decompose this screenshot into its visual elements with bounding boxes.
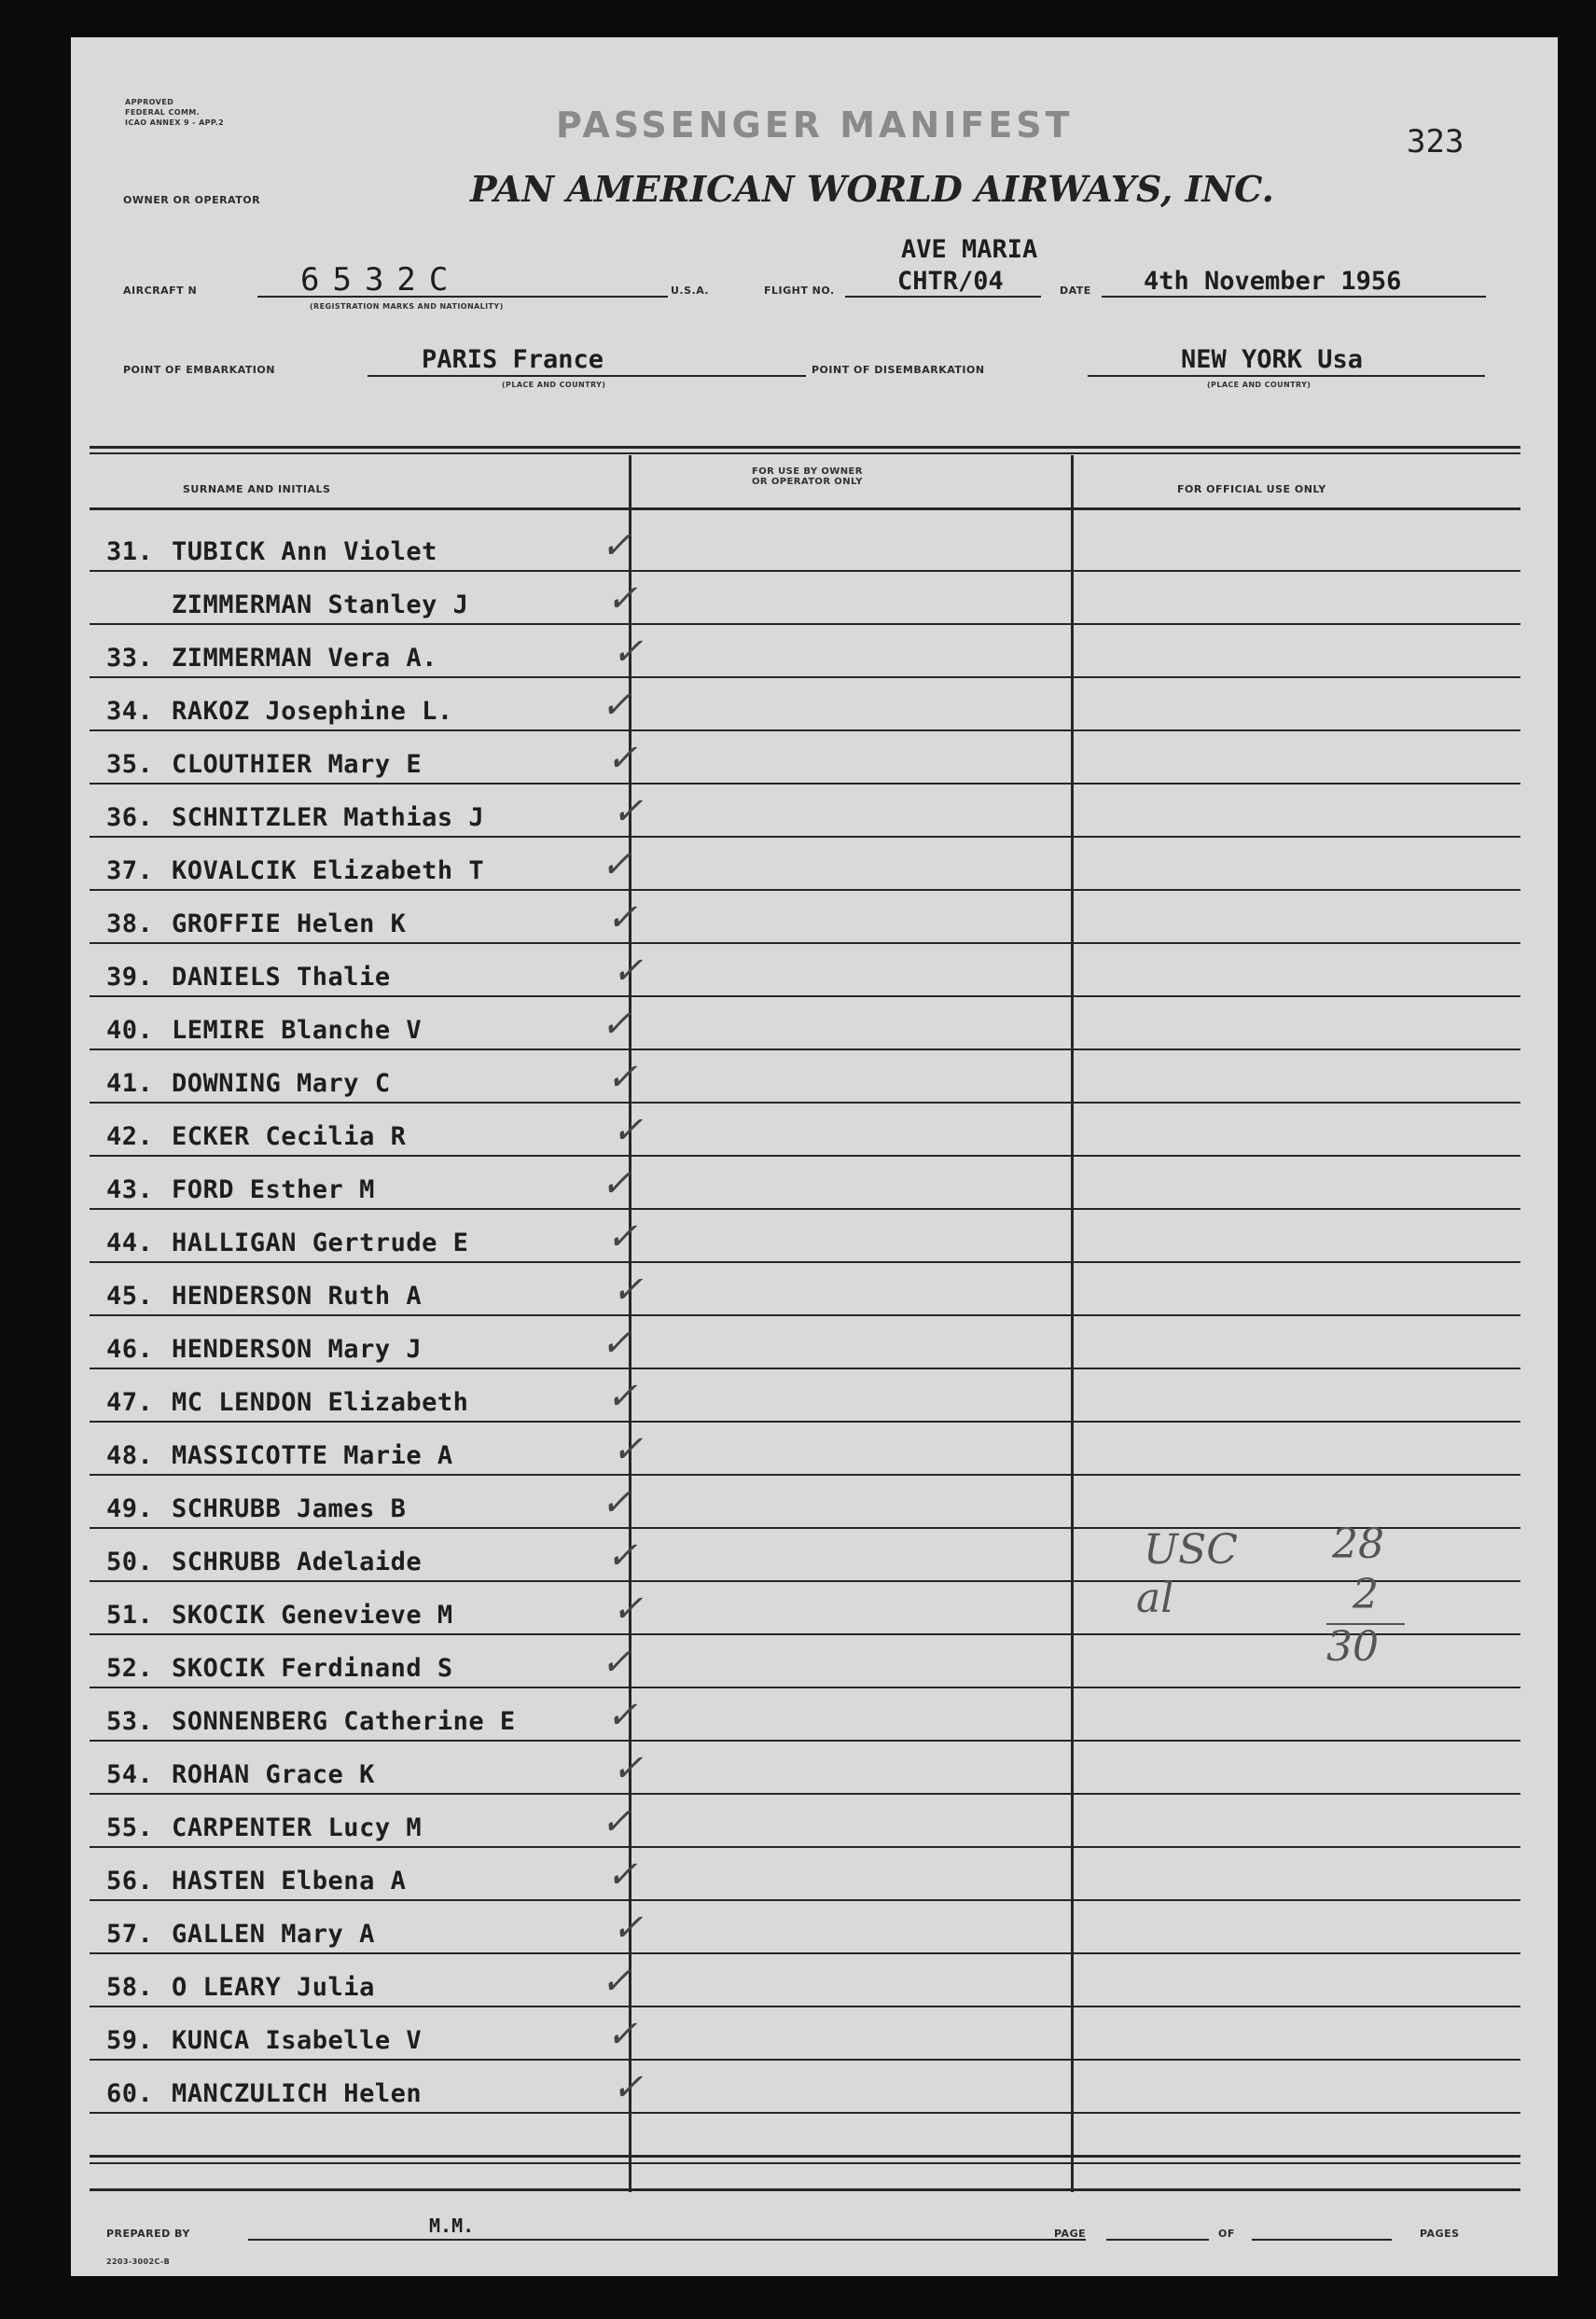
passenger-number: 49.	[106, 1494, 154, 1523]
check-mark-icon: ✓	[606, 1694, 638, 1737]
check-mark-icon: ✓	[606, 1056, 638, 1099]
column-header-owner-line: OR OPERATOR ONLY	[752, 477, 863, 487]
list-item	[90, 1797, 1520, 1850]
passenger-number: 33.	[106, 644, 154, 673]
passenger-name: GROFFIE Helen K	[172, 910, 407, 938]
passenger-name: MASSICOTTE Marie A	[172, 1441, 453, 1470]
passenger-name: DANIELS Thalie	[172, 963, 391, 992]
flight-label: FLIGHT NO.	[764, 285, 835, 297]
passenger-entry	[106, 1122, 406, 1151]
passenger-entry	[106, 1973, 375, 2002]
list-item	[90, 1212, 1520, 1265]
list-item	[90, 1690, 1520, 1743]
official-note-value: 28	[1332, 1521, 1384, 1568]
passenger-entry	[106, 1494, 406, 1523]
date-label: DATE	[1060, 285, 1091, 297]
flight-note: AVE MARIA	[901, 235, 1038, 264]
passenger-number: 48.	[106, 1441, 154, 1470]
check-mark-icon: ✓	[612, 631, 644, 673]
column-header-owner	[752, 466, 863, 487]
passenger-entry	[106, 1335, 422, 1364]
table-bottom-rule	[90, 2155, 1520, 2158]
check-mark-icon: ✓	[601, 1481, 632, 1524]
check-mark-icon: ✓	[612, 950, 644, 993]
passenger-entry	[106, 1282, 422, 1311]
table-top-rule	[90, 446, 1520, 449]
row-rule	[90, 2059, 1520, 2061]
passenger-number: 55.	[106, 1813, 154, 1842]
row-rule	[90, 836, 1520, 838]
passenger-number: 59.	[106, 2026, 154, 2055]
page-title: PASSENGER MANIFEST	[556, 104, 1074, 146]
passenger-entry	[106, 1069, 391, 1098]
passenger-entry	[106, 1920, 375, 1949]
row-rule	[90, 1314, 1520, 1316]
row-rule	[90, 2006, 1520, 2007]
passenger-entry	[106, 1867, 406, 1895]
check-mark-icon: ✓	[612, 1109, 644, 1152]
row-rule	[90, 1740, 1520, 1742]
list-item	[90, 1478, 1520, 1531]
passenger-name: GALLEN Mary A	[172, 1920, 375, 1949]
passenger-number: 60.	[106, 2079, 154, 2108]
official-note-label: USC	[1144, 1526, 1238, 1574]
passenger-number: 37.	[106, 856, 154, 885]
list-item	[90, 2062, 1520, 2116]
list-item	[90, 1159, 1520, 1212]
list-item	[90, 1743, 1520, 1797]
aircraft-label: AIRCRAFT N	[123, 285, 198, 297]
table-bottom-rule	[90, 2188, 1520, 2191]
passenger-name: SCHRUBB Adelaide	[172, 1548, 423, 1576]
passenger-entry	[106, 1760, 375, 1789]
disembarkation-underline	[1088, 375, 1485, 377]
passenger-name: LEMIRE Blanche V	[172, 1016, 423, 1045]
row-rule	[90, 1102, 1520, 1104]
embarkation-label: POINT OF EMBARKATION	[123, 364, 275, 376]
row-rule	[90, 995, 1520, 997]
passenger-number: 44.	[106, 1229, 154, 1257]
passenger-name: KUNCA Isabelle V	[172, 2026, 423, 2055]
row-rule	[90, 1899, 1520, 1901]
owner-value: PAN AMERICAN WORLD AIRWAYS, INC.	[470, 168, 1274, 210]
passenger-number: 42.	[106, 1122, 154, 1151]
passenger-entry	[106, 1016, 422, 1045]
row-rule	[90, 1155, 1520, 1157]
passenger-name: CLOUTHIER Mary E	[172, 750, 423, 779]
check-mark-icon: ✓	[612, 790, 644, 833]
page-underline	[1106, 2239, 1209, 2241]
check-mark-icon: ✓	[606, 896, 638, 939]
passenger-number: 56.	[106, 1867, 154, 1895]
passenger-number: 36.	[106, 803, 154, 832]
date-underline	[1102, 296, 1486, 298]
passenger-name: ZIMMERMAN Vera A.	[172, 644, 437, 673]
prepared-value: M.M.	[429, 2215, 475, 2237]
list-item	[90, 2009, 1520, 2062]
approval-line: ICAO ANNEX 9 - APP.2	[125, 118, 225, 127]
row-rule	[90, 1208, 1520, 1210]
check-mark-icon: ✓	[601, 684, 632, 727]
check-mark-icon: ✓	[612, 1747, 644, 1790]
list-item	[90, 1052, 1520, 1105]
approval-line: APPROVED	[125, 98, 174, 106]
passenger-number: 50.	[106, 1548, 154, 1576]
country-label: U.S.A.	[671, 285, 710, 297]
of-underline	[1252, 2239, 1392, 2241]
pages-label: PAGES	[1420, 2228, 1460, 2240]
passenger-name: KOVALCIK Elizabeth T	[172, 856, 485, 885]
passenger-name: HENDERSON Mary J	[172, 1335, 423, 1364]
passenger-entry	[106, 2079, 422, 2108]
list-item	[90, 574, 1520, 627]
list-item	[90, 1531, 1520, 1584]
flight-underline	[845, 296, 1041, 298]
row-rule	[90, 783, 1520, 785]
official-note-value: 2	[1353, 1571, 1379, 1618]
passenger-entry	[106, 1175, 375, 1204]
row-rule	[90, 1687, 1520, 1688]
passenger-number: 57.	[106, 1920, 154, 1949]
owner-label: OWNER OR OPERATOR	[123, 194, 261, 206]
passenger-name: RAKOZ Josephine L.	[172, 697, 453, 726]
passenger-name: TUBICK Ann Violet	[172, 537, 437, 566]
passenger-entry	[106, 697, 453, 726]
passenger-entry	[106, 1813, 422, 1842]
check-mark-icon: ✓	[601, 1162, 632, 1205]
passenger-entry	[106, 590, 468, 619]
row-rule	[90, 2112, 1520, 2114]
approval-line: FEDERAL COMM.	[125, 108, 201, 117]
list-item	[90, 1903, 1520, 1956]
passenger-number: 54.	[106, 1760, 154, 1789]
passenger-name: SCHNITZLER Mathias J	[172, 803, 485, 832]
passenger-entry	[106, 1548, 422, 1576]
form-code: 2203-3002C-B	[106, 2257, 171, 2266]
disembarkation-label: POINT OF DISEMBARKATION	[812, 364, 985, 376]
passenger-number: 52.	[106, 1654, 154, 1683]
check-mark-icon: ✓	[606, 2013, 638, 2056]
check-mark-icon: ✓	[606, 1215, 638, 1258]
list-item	[90, 1318, 1520, 1371]
passenger-entry	[106, 644, 437, 673]
check-mark-icon: ✓	[612, 1588, 644, 1631]
list-item	[90, 1850, 1520, 1903]
list-item	[90, 733, 1520, 786]
passenger-name: SKOCIK Genevieve M	[172, 1601, 453, 1630]
check-mark-icon: ✓	[612, 2066, 644, 2109]
page-label: PAGE	[1054, 2228, 1087, 2240]
passenger-number: 47.	[106, 1388, 154, 1417]
aircraft-caption: (REGISTRATION MARKS AND NATIONALITY)	[310, 302, 504, 311]
passenger-number: 41.	[106, 1069, 154, 1098]
passenger-number: 38.	[106, 910, 154, 938]
passenger-number: 53.	[106, 1707, 154, 1736]
passenger-entry	[106, 1601, 453, 1630]
check-mark-icon: ✓	[606, 1375, 638, 1418]
row-rule	[90, 570, 1520, 572]
passenger-name: ZIMMERMAN Stanley J	[172, 590, 469, 619]
passenger-name: MC LENDON Elizabeth	[172, 1388, 469, 1417]
list-item	[90, 1265, 1520, 1318]
passenger-entry	[106, 1388, 468, 1417]
embarkation-value: PARIS France	[422, 345, 604, 374]
passenger-name: MANCZULICH Helen	[172, 2079, 423, 2108]
row-rule	[90, 1580, 1520, 1582]
list-item	[90, 627, 1520, 680]
check-mark-icon: ✓	[601, 1641, 632, 1684]
list-item	[90, 680, 1520, 733]
check-mark-icon: ✓	[601, 1322, 632, 1365]
passenger-entry	[106, 1707, 516, 1736]
check-mark-icon: ✓	[601, 524, 632, 567]
list-item	[90, 1584, 1520, 1637]
list-item	[90, 999, 1520, 1052]
list-item	[90, 1637, 1520, 1690]
check-mark-icon: ✓	[601, 1960, 632, 2003]
row-rule	[90, 1952, 1520, 1954]
column-header-name: SURNAME AND INITIALS	[183, 483, 331, 495]
passenger-entry	[106, 1229, 468, 1257]
list-item	[90, 786, 1520, 840]
list-item	[90, 1424, 1520, 1478]
table-bottom-rule	[90, 2162, 1520, 2164]
passenger-entry	[106, 1654, 453, 1683]
passenger-entry	[106, 856, 484, 885]
list-item	[90, 840, 1520, 893]
passenger-number: 51.	[106, 1601, 154, 1630]
check-mark-icon: ✓	[601, 1003, 632, 1046]
row-rule	[90, 1793, 1520, 1795]
passenger-number: 40.	[106, 1016, 154, 1045]
table-top-rule	[90, 452, 1520, 454]
passenger-number: 31.	[106, 537, 154, 566]
passenger-name: ECKER Cecilia R	[172, 1122, 407, 1151]
embarkation-underline	[368, 375, 806, 377]
list-item	[90, 1956, 1520, 2009]
disembarkation-value: NEW YORK Usa	[1181, 345, 1364, 374]
check-mark-icon: ✓	[612, 1269, 644, 1312]
date-value: 4th November 1956	[1144, 267, 1402, 296]
row-rule	[90, 1633, 1520, 1635]
passenger-name: CARPENTER Lucy M	[172, 1813, 423, 1842]
flight-value: CHTR/04	[897, 267, 1004, 296]
passenger-number: 39.	[106, 963, 154, 992]
list-item	[90, 1105, 1520, 1159]
passenger-name: SONNENBERG Catherine E	[172, 1707, 516, 1736]
header-rule	[90, 507, 1520, 510]
prepared-label: PREPARED BY	[106, 2228, 190, 2240]
list-item	[90, 1371, 1520, 1424]
page-number: 323	[1407, 123, 1464, 160]
list-item	[90, 946, 1520, 999]
passenger-name: SKOCIK Ferdinand S	[172, 1654, 453, 1683]
list-item	[90, 521, 1520, 574]
row-rule	[90, 942, 1520, 944]
official-note-total: 30	[1326, 1623, 1379, 1671]
check-mark-icon: ✓	[601, 1800, 632, 1843]
row-rule	[90, 1846, 1520, 1848]
passenger-number: 46.	[106, 1335, 154, 1364]
row-rule	[90, 676, 1520, 678]
passenger-number: 45.	[106, 1282, 154, 1311]
passenger-entry	[106, 803, 484, 832]
passenger-entry	[106, 1441, 453, 1470]
passenger-name: FORD Esther M	[172, 1175, 375, 1204]
disembarkation-caption: (PLACE AND COUNTRY)	[1207, 381, 1311, 389]
passenger-entry	[106, 750, 422, 779]
passenger-name: O LEARY Julia	[172, 1973, 375, 2002]
check-mark-icon: ✓	[612, 1907, 644, 1950]
row-rule	[90, 1261, 1520, 1263]
row-rule	[90, 729, 1520, 731]
check-mark-icon: ✓	[601, 843, 632, 886]
prepared-underline	[248, 2239, 1086, 2241]
passenger-name: DOWNING Mary C	[172, 1069, 391, 1098]
passenger-name: HASTEN Elbena A	[172, 1867, 407, 1895]
row-rule	[90, 1048, 1520, 1050]
passenger-number: 43.	[106, 1175, 154, 1204]
check-mark-icon: ✓	[606, 577, 638, 620]
row-rule	[90, 889, 1520, 891]
row-rule	[90, 1527, 1520, 1529]
row-rule	[90, 1368, 1520, 1369]
column-header-official: FOR OFFICIAL USE ONLY	[1177, 483, 1326, 495]
passenger-name: HALLIGAN Gertrude E	[172, 1229, 469, 1257]
passenger-number: 35.	[106, 750, 154, 779]
of-label: OF	[1218, 2228, 1235, 2240]
passenger-name: HENDERSON Ruth A	[172, 1282, 423, 1311]
passenger-number: 58.	[106, 1973, 154, 2002]
passenger-entry	[106, 537, 437, 566]
passenger-name: ROHAN Grace K	[172, 1760, 375, 1789]
manifest-sheet	[71, 37, 1558, 2276]
passenger-entry	[106, 910, 406, 938]
check-mark-icon: ✓	[612, 1428, 644, 1471]
list-item	[90, 893, 1520, 946]
passenger-entry	[106, 2026, 422, 2055]
passenger-entry	[106, 963, 391, 992]
official-note-label: al	[1136, 1575, 1174, 1622]
passenger-number: 34.	[106, 697, 154, 726]
column-header-owner-line: FOR USE BY OWNER	[752, 466, 863, 477]
check-mark-icon: ✓	[606, 1854, 638, 1896]
row-rule	[90, 623, 1520, 625]
aircraft-value: 6532C	[300, 261, 462, 299]
row-rule	[90, 1474, 1520, 1476]
embarkation-caption: (PLACE AND COUNTRY)	[502, 381, 606, 389]
passenger-name: SCHRUBB James B	[172, 1494, 407, 1523]
row-rule	[90, 1421, 1520, 1423]
approval-stamp	[125, 97, 224, 128]
check-mark-icon: ✓	[606, 737, 638, 780]
check-mark-icon: ✓	[606, 1534, 638, 1577]
